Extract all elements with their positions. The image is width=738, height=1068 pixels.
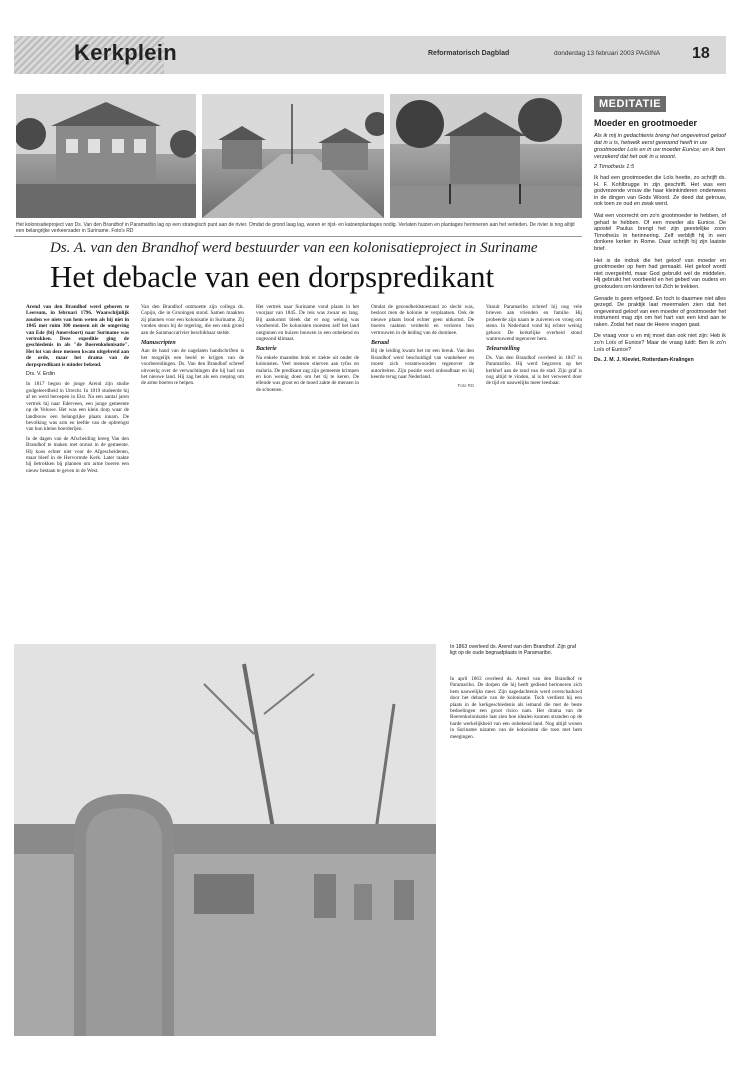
article-column-6 <box>450 676 582 1036</box>
photo-street <box>202 94 384 218</box>
article-headline: Het debacle van een dorpspredikant <box>50 259 495 294</box>
meditation-paragraph: De vraag voor u en mij moet dan ook niet zijn: Heb ik zo'n Loïs of Eunice? Maar de vraag luidt: Ben ik zo'n Loïs of Eunice? <box>594 333 726 353</box>
divider <box>14 236 582 237</box>
meditation-paragraph: Genade is geen erfgoed. En toch is daarmee niet alles gezegd. De praktijk laat meermalen zien dat het ongeveinsd geloof van een moeder of grootmoeder het instrument mag zijn om het hart van een kind aan te raken. Zodat het naar de Heere vragen gaat. <box>594 295 726 328</box>
subhead-teleurstelling: Teleurstelling <box>486 346 520 353</box>
article-columns <box>26 304 582 634</box>
article-paragraph: Bij de leiding kwam het tot een breuk. Van den Brandhof werd beschuldigd van wanbeheer en moest zich verantwoorden tegenover de autoriteiten. Zijn positie werd onhoudbaar en hij keerde terug naar Nederland. <box>371 348 474 381</box>
meditation-paragraph: Het is de indruk die het geloof van moeder en grootmoeder op hem had gemaakt. Het geloof wordt niet overgeërfd, maar God gebruikt wel de middelen. Hij gebruikt het voorbeeld en het gebed van ouders en grootouders om kinderen tot Zich te trekken. <box>594 257 726 290</box>
section-title: Kerkplein <box>74 40 177 65</box>
photo-caption-text: Het kolonisatieproject van Ds. Van den Brandhof in Paramaribo lag op een strategisch punt aan de rivier. Omdat de grond laag lag, waren er rijst- en katoenplantages nodig. Verlaten huizen en plantages herinneren aan het verleden. De rivier is nog altijd een belangrijke verkeersader in Suriname. <box>16 222 575 235</box>
article-paragraph: Aan de hand van de nagelaten handschriften is het mogelijk een beeld te krijgen van de voorbereidingen. Ds. Van den Brandhof schreef uitvoerig over de verwachtingen die hij had van het nieuwe land. Hij zag het als een roeping om de arme boeren te helpen. <box>141 348 244 387</box>
meditation-reference: 2 Timotheüs 1:5 <box>594 164 635 170</box>
grave-caption-text: In 1863 overleed ds. Arend van den Brandhof. Zijn graf ligt op de oude begraafplaats in Paramaribo. <box>450 644 577 657</box>
meditation-paragraph: Wat een voorrecht om zo'n grootmoeder te hebben, of gehad te hebben. Of een moeder als Eunice. De apostel Paulus brengt het zijn geestelijke zoon Timotheüs in herinnering. Zelf verblijft hij in een donkere kerker in Rome. Daar schrijft hij zijn laatste brief. <box>594 212 726 252</box>
photo-grave <box>14 644 436 1036</box>
article-column-3 <box>256 304 359 396</box>
masthead: Reformatorisch Dagblad <box>428 50 510 57</box>
article-paragraph: Ds. Van den Brandhof overleed in 1847 in Paramaribo. Hij werd begraven op het kerkhof aan de rand van de stad. Zijn graf is nog altijd te vinden, al is het verweerd door de tijd en nauwelijks meer leesbaar. <box>486 354 582 387</box>
subhead-bacterie: Bacterie <box>256 346 277 353</box>
photo-credit: Foto's RD <box>111 228 134 235</box>
article-column-5 <box>486 304 582 634</box>
photo-riverside-house <box>390 94 582 218</box>
meditation-sidebar <box>594 94 726 1044</box>
newspaper-page <box>14 36 726 1044</box>
article-paragraph: Het vertrek naar Suriname vond plaats in het voorjaar van 1845. De reis was zwaar en lang. Bij aankomst bleek dat er nog weinig was voorbereid. De kolonisten moesten zelf het land ontginnen en huizen bouwen in een onbekend en ongezond klimaat. <box>256 304 359 343</box>
dateline: donderdag 13 februari 2003 PAGINA <box>554 50 661 57</box>
article-byline: Drs. V. Erdin <box>26 371 55 378</box>
article-column-2 <box>141 304 244 390</box>
article-paragraph: Van den Brandhof ontmoette zijn collega ds. Copijn, die in Groningen stond. Samen maakten zij plannen voor een kolonisatie in Suriname. Zij vonden steun bij de regering, die een stuk grond aan de Saramaccarivier beschikbaar stelde. <box>141 304 244 336</box>
page-number: 18 <box>692 45 710 62</box>
meditation-quote: Als ik mij in gedachtenis breng het ongeveinsd geloof dat in u is, hetwelk eerst gewoond heeft in uw grootmoeder Loïs en in uw moeder Eunice; en ik ben verzekerd dat het ook in u woont. <box>594 133 726 160</box>
grave-caption <box>450 644 582 657</box>
photo-caption <box>16 222 582 234</box>
article-paragraph: Na enkele maanden brak er ziekte uit onder de kolonisten. Veel mensen stierven aan tyfus en malaria. De predikant zag zijn gemeente krimpen en kon weinig doen om het tij te keren. De ellende was groot en de moed zakte de mensen in de schoenen. <box>256 354 359 393</box>
article-column-4 <box>371 304 474 390</box>
photo-colonial-house <box>16 94 196 218</box>
meditation-paragraph: Ik had een grootmoeder die Loïs heette, zo schrijft ds. H. F. Kohlbrugge in zijn geschrift. Het was een godvrezende vrouw die haar kleinkinderen onderwees in de dingen van Gods Woord. Ze deed dat getrouw, ook toen ze oud en zwak werd. <box>594 175 726 208</box>
header-bar <box>14 36 726 74</box>
article-paragraph: Omdat de gezondheidstoestand zo slecht was, besloot men de kolonie te verplaatsen. Ook de nieuwe plaats bood echter geen uitkomst. De boeren raakten verdeeld en verloren hun vertrouwen in de leiding van de dominee. <box>371 304 474 336</box>
meditation-badge: MEDITATIE <box>594 96 666 112</box>
subhead-beraad: Beraad <box>371 340 389 347</box>
article-lead: Arend van den Brandhof werd geboren te Leersum, in februari 1796. Waarschijnlijk zouden we niets van hem weten als hij niet in 1845 met ruim 300 mensen uit de omgeving van Ede (bij Amersfoort) naar Suriname was vertrokken. Deze expeditie ging de geschiedenis in als "de Boerenkolonisatie". Het lot van deze mensen kwam uitgebreid aan de orde, maar het drama van de dorpspredikant is minder bekend. <box>26 304 129 368</box>
column-photo-credit: Foto RD <box>457 383 474 389</box>
article-paragraph: In 1817 begon de jonge Arend zijn studie godgeleerdheid in Utrecht. In 1819 studeerde hij af en werd beroepen in Elst. Na een aantal jaren vertrok hij naar Ederveen, een jonge gemeente op de Veluwe. Het was een klein dorp waar de landbouw een belangrijke plaats innam. De bevolking was arm en leefde van de opbrengst van hun kleine boerderijen. <box>26 381 129 433</box>
meditation-title: Moeder en grootmoeder <box>594 118 698 128</box>
article-paragraph: Vanuit Paramaribo schreef hij nog vele brieven aan vrienden en familie. Hij probeerde zijn naam te zuiveren en vroeg om steun. In Nederland vond hij echter weinig gehoor. De kerkelijke overheid stond wantrouwend tegenover hem. <box>486 304 582 343</box>
article-paragraph: In april 1863 overleed ds. Arend van den Brandhof te Paramaribo. De dorpen die hij heeft gediend herinneren zich hem nauwelijks meer. Zijn nagedachtenis werd overschaduwd door het debacle van de kolonisatie. Toch verdient hij een plaats in de kerkgeschiedenis als iemand die met de beste bedoelingen een groot risico nam. Het drama van de Boerenkolonisatie laat zien hoe idealen kunnen stranden op de harde werkelijkheid van een onbekend land. Nog altijd wonen in Suriname nazaten van de kolonisten die toen met hem meegingen. <box>450 676 582 740</box>
article-paragraph: In de dagen van de Afscheiding kreeg Van den Brandhof te maken met onrust in de gemeente. Hij koos echter niet voor de Afgescheidenen, maar bleef in de Hervormde Kerk. Later raakte hij betrokken bij plannen om arme boeren een nieuw bestaan te geven in de West. <box>26 435 129 474</box>
article-kicker: Ds. A. van den Brandhof werd bestuurder van een kolonisatieproject in Suriname <box>50 240 538 256</box>
article-column-1 <box>26 304 129 477</box>
meditation-author: Ds. J. M. J. Kieviet, Rotterdam-Kralingen <box>594 357 694 364</box>
subhead-manuscripten: Manuscripten <box>141 340 176 347</box>
